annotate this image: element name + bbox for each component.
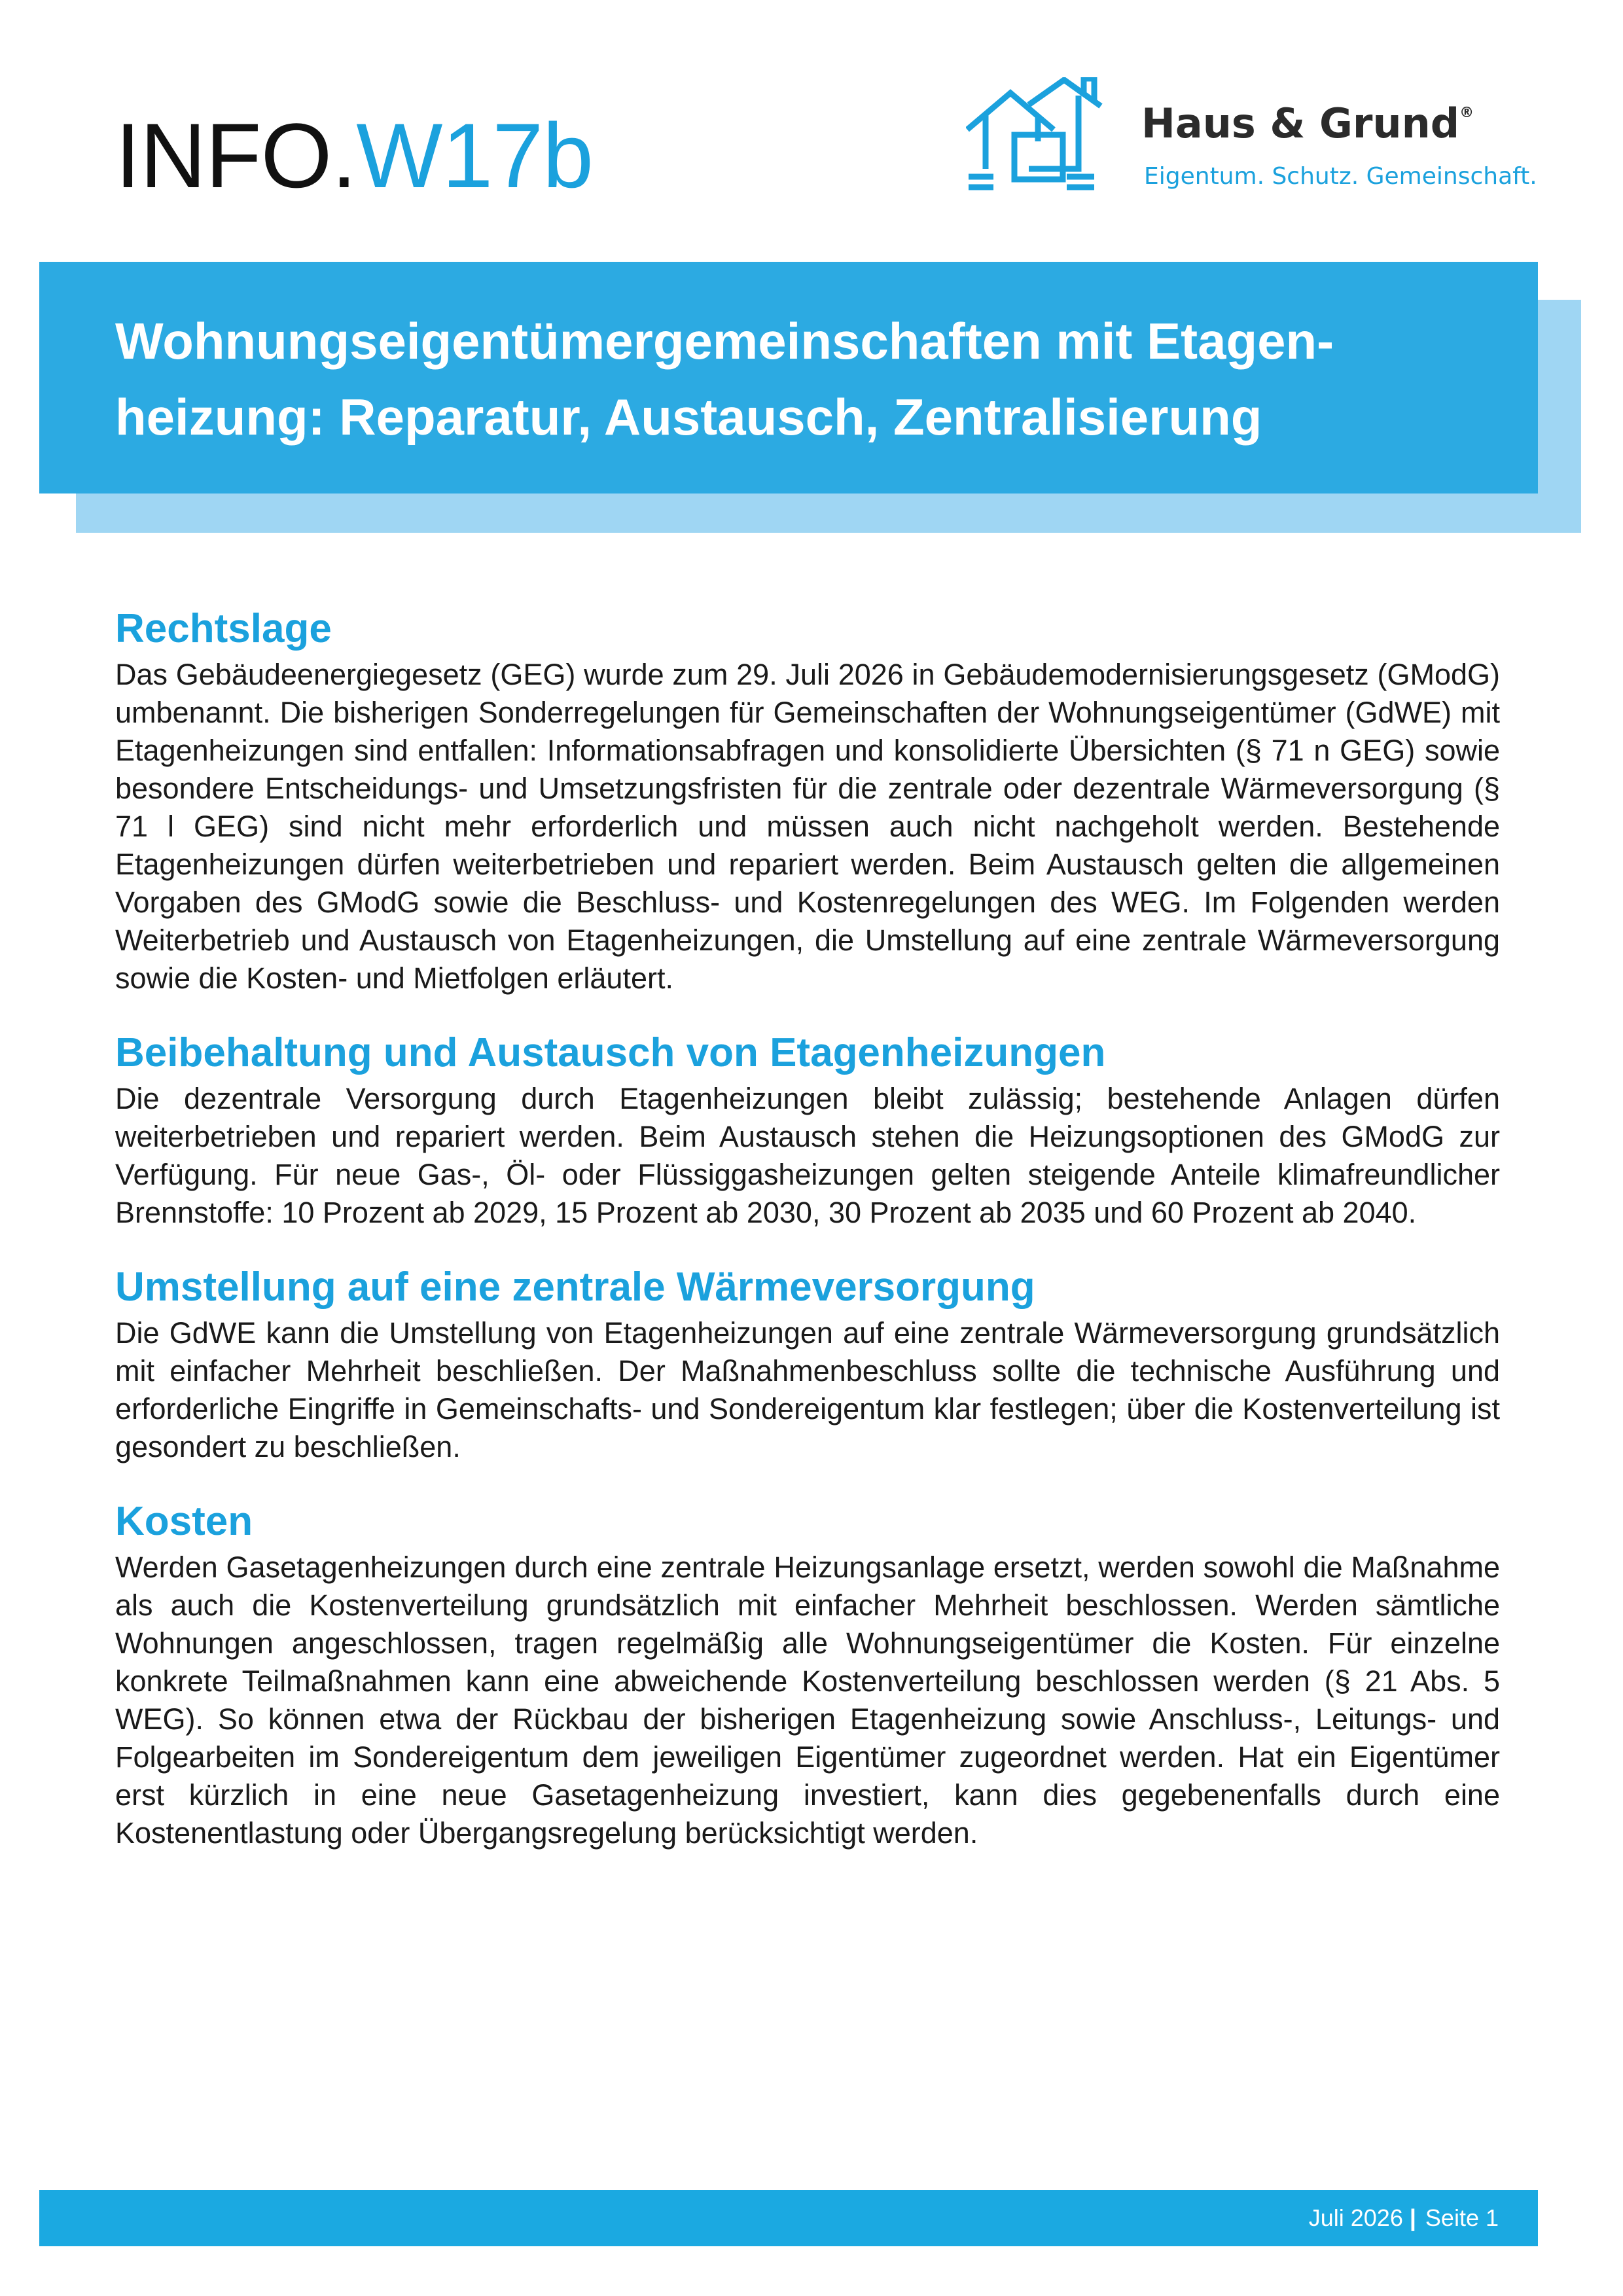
footer-page-number: Seite 1 — [1425, 2204, 1499, 2231]
section-kosten — [115, 1495, 1500, 1852]
footer-info — [1309, 2190, 1538, 2246]
section-body: Werden Gasetagenheizungen durch eine zentrale Heizungsanlage ersetzt, werden sowohl die Maßnahme als auch die Kostenverteilung grundsätzlich mit einfacher Mehrheit beschlossen. Werden sämtliche Wohnungen angeschlossen, tragen regelmäßig alle Wohnungseigentümer die Kosten. Für einzelne konkrete Teilmaßnahmen kann eine abweichende Kostenverteilung beschlossen werden (§ 21 Abs. 5 WEG). So können etwa der Rückbau der bisherigen Etagenheizung sowie Anschluss-, Leitungs- und Folgearbeiten im Sondereigentum dem jeweiligen Eigentümer zugeordnet werden. Hat ein Eigentümer erst kürzlich in eine neue Gasetagenheizung investiert, kann dies gegebenenfalls durch eine Kostenentlastung oder Übergangsregelung berücksichtigt werden. — [115, 1551, 1500, 1850]
page-title — [76, 263, 1548, 495]
page-title-line-2: heizung: Reparatur, Austausch, Zentralisierung — [115, 388, 1262, 446]
footer-date: Juli 2026 — [1308, 2204, 1403, 2231]
registered-mark: ® — [1459, 105, 1474, 121]
logo-tagline: Eigentum. Schutz. Gemeinschaft. — [1144, 163, 1537, 190]
logo-brand-name — [1141, 99, 1474, 147]
section-zentrale-waermeversorgung — [115, 1261, 1500, 1466]
house-logo-icon — [966, 77, 1116, 195]
section-heading: Umstellung auf eine zentrale Wärmeversorgung — [115, 1265, 1035, 1310]
section-body: Die GdWE kann die Umstellung von Etagenheizungen auf eine zentrale Wärmeversorgung grundsätzlich mit einfacher Mehrheit beschließen. Der Maßnahmenbeschluss sollte die technische Ausführung und erforderliche Eingriffe in Gemeinschafts- und Sondereigentum klar festlegen; über die Kostenverteilung ist gesondert zu beschließen. — [115, 1316, 1500, 1463]
section-heading: Kosten — [115, 1499, 253, 1544]
section-heading: Beibehaltung und Austausch von Etagenheizungen — [115, 1030, 1106, 1075]
document-code-suffix: W17b — [356, 104, 594, 207]
footer-bar — [39, 2190, 1538, 2246]
section-body: Das Gebäudeenergiegesetz (GEG) wurde zum 29. Juli 2026 in Gebäudemodernisierungsgesetz (GModG) umbenannt. Die bisherigen Sonderregelungen für Gemeinschaften der Wohnungseigentümer (GdWE) mit Etagenheizungen sind entfallen: Informationsabfragen und konsolidierte Übersichten (§ 71 n GEG) sowie besondere Entscheidungs- und Umsetzungsfristen für die zentrale oder dezentrale Wärmeversorgung (§ 71 l GEG) sind nicht mehr erforderlich und müssen auch nicht nachgeholt werden. Bestehende Etagenheizungen dürfen weiterbetrieben und repariert werden. Beim Austausch gelten die allgemeinen Vorgaben des GModG sowie die Beschluss- und Kostenregelungen des WEG. Im Folgenden werden Weiterbetrieb und Austausch von Etagenheizungen, die Umstellung auf eine zentrale Wärmeversorgung sowie die Kosten- und Mietfolgen erläutert. — [115, 658, 1500, 995]
section-rechtslage — [115, 602, 1500, 997]
document-code-prefix: INFO. — [115, 104, 357, 207]
section-body: Die dezentrale Versorgung durch Etagenheizungen bleibt zulässig; bestehende Anlagen dürfen weiterbetrieben und repariert werden. Beim Austausch stehen die Heizungsoptionen des GModG zur Verfügung. Für neue Gas-, Öl- oder Flüssiggasheizungen gelten steigende Anteile klimafreundlicher Brennstoffe: 10 Prozent ab 2029, 15 Prozent ab 2030, 30 Prozent ab 2035 und 60 Prozent ab 2040. — [115, 1082, 1500, 1229]
main-content — [115, 602, 1500, 1852]
haus-und-grund-logo — [966, 77, 1555, 202]
section-heading: Rechtslage — [115, 606, 332, 651]
footer-separator: | — [1409, 2204, 1416, 2231]
page-title-line-1: Wohnungseigentümergemeinschaften mit Etagen- — [115, 312, 1334, 370]
document-code — [115, 104, 594, 207]
logo-brand-text: Haus & Grund — [1141, 99, 1460, 147]
section-beibehaltung-austausch — [115, 1026, 1500, 1232]
